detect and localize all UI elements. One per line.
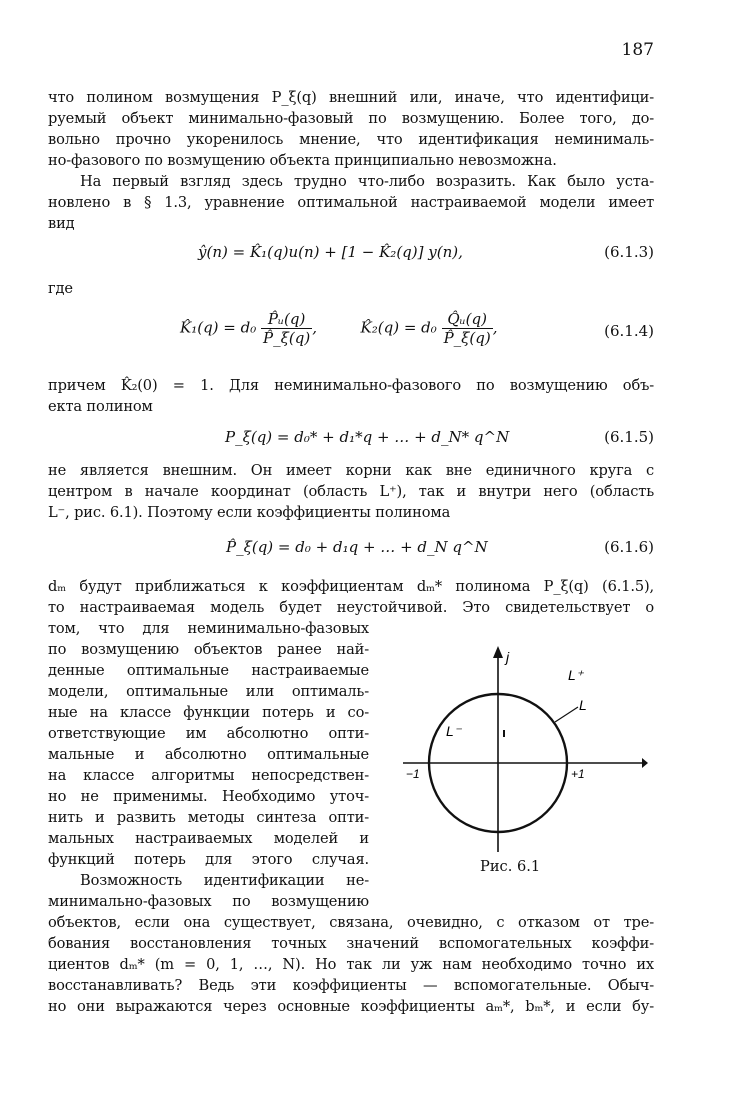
- text-line: мальные и абсолютно оптимальные: [48, 746, 369, 763]
- text-line: L⁻, рис. 6.1). Поэтому если коэффициенты полинома: [48, 504, 451, 521]
- text-line: но они выражаются через основные коэффициенты aₘ*, bₘ*, и если бу-: [48, 998, 654, 1015]
- curve-label-leader: [555, 707, 578, 722]
- text-line: причем K̂₂(0) = 1. Для неминимально-фазового по возмущению объ-: [48, 377, 654, 394]
- text-line: на классе алгоритмы непосредствен-: [48, 767, 369, 784]
- tick-minus-one: −1: [406, 767, 420, 781]
- axis-j-label: j: [506, 649, 510, 665]
- figure-6-1: [398, 640, 648, 860]
- equation-6-1-3: ŷ(n) = K̂₁(q)u(n) + [1 − K̂₂(q)] y(n),: [198, 243, 463, 261]
- text-line: где: [48, 280, 73, 297]
- text-line: но не применимы. Необходимо уточ-: [48, 788, 369, 805]
- text-line: екта полином: [48, 398, 153, 415]
- text-line: бования восстановления точных значений вспомогательных коэффи-: [48, 935, 654, 952]
- text-line: циентов dₘ* (m = 0, 1, …, N). Но так ли уж нам необходимо точно их: [48, 956, 654, 973]
- equation-number: (6.1.4): [604, 322, 654, 340]
- text-line: денные оптимальные настраиваемые: [48, 662, 369, 679]
- fraction: [261, 310, 312, 347]
- text-line: руемый объект минимально-фазовый по возмущению. Более того, до-: [48, 110, 654, 127]
- tick-plus-one: +1: [571, 767, 585, 781]
- text-line: модели, оптимальные или оптималь-: [48, 683, 369, 700]
- equation-6-1-4: K̂₁(q) = d₀ $\frac{\text{P̂ᵤ(q)}}{P̂\_\xi(q)}$ , K̂₂(q) = d₀ $\frac{\text{Q̂ᵤ(q)}}{P̂\_\xi(q)}$ ,: [180, 310, 498, 347]
- figure-caption: Рис. 6.1: [480, 858, 541, 875]
- curve-label: L: [579, 697, 587, 713]
- text-line: минимально-фазовых по возмущению: [48, 893, 369, 910]
- equation-6-1-5: P_ξ(q) = d₀* + d₁*q + … + d_N* q^N: [225, 428, 510, 446]
- text-line: вольно прочно укоренилось мнение, что идентификация неминималь-: [48, 131, 654, 148]
- fraction-numerator: P̂ᵤ(q): [261, 310, 312, 329]
- real-axis-arrow-icon: [642, 758, 648, 768]
- fraction: [442, 310, 493, 347]
- imag-axis-arrow-icon: [493, 646, 503, 658]
- text-line: по возмущению объектов ранее най-: [48, 641, 369, 658]
- page-number: 187: [621, 40, 654, 60]
- text-line: нить и развить методы синтеза опти-: [48, 809, 369, 826]
- text-line: ные на классе функции потерь и со-: [48, 704, 369, 721]
- text-line: объектов, если она существует, связана, очевидно, с отказом от тре-: [48, 914, 654, 931]
- region-outer-label: L⁺: [568, 667, 584, 683]
- text-line: Возможность идентификации не-: [80, 872, 369, 889]
- region-inner-label: L⁻: [446, 723, 462, 739]
- equation-number: (6.1.3): [604, 243, 654, 261]
- fraction-denominator: P̂_ξ(q): [443, 329, 491, 347]
- text-line: то настраиваемая модель будет неустойчивой. Это свидетельствует о: [48, 599, 654, 616]
- text-line: не является внешним. Он имеет корни как вне единичного круга с: [48, 462, 654, 479]
- equation-number: (6.1.6): [604, 538, 654, 556]
- text-line: центром в начале координат (область L⁺), так и внутри него (область: [48, 483, 654, 500]
- eq-k2-lhs: K̂₂(q) = d₀: [360, 318, 437, 337]
- fraction-denominator: P̂_ξ(q): [263, 329, 311, 347]
- text-line: мальных настраиваемых моделей и: [48, 830, 369, 847]
- text-line: новлено в § 1.3, уравнение оптимальной настраиваемой модели имеет: [48, 194, 654, 211]
- equation-6-1-6: P̂_ξ(q) = d₀ + d₁q + … + d_N q^N: [226, 538, 488, 556]
- text-line: ответствующие им абсолютно опти-: [48, 725, 369, 742]
- text-line: На первый взгляд здесь трудно что-либо возразить. Как было уста-: [80, 173, 654, 190]
- text-line: что полином возмущения P_ξ(q) внешний или, иначе, что идентифици-: [48, 89, 654, 106]
- text-line: вид: [48, 215, 75, 232]
- eq-k1-lhs: K̂₁(q) = d₀: [180, 318, 257, 337]
- text-line: dₘ будут приближаться к коэффициентам dₘ* полинома P_ξ(q) (6.1.5),: [48, 578, 654, 595]
- text-line: том, что для неминимально-фазовых: [48, 620, 369, 637]
- text-line: функций потерь для этого случая.: [48, 851, 369, 868]
- fraction-numerator: Q̂ᵤ(q): [442, 310, 493, 329]
- equation-number: (6.1.5): [604, 428, 654, 446]
- text-line: но-фазового по возмущению объекта принципиально невозможна.: [48, 152, 557, 169]
- text-line: восстанавливать? Ведь эти коэффициенты — вспомогательные. Обыч-: [48, 977, 654, 994]
